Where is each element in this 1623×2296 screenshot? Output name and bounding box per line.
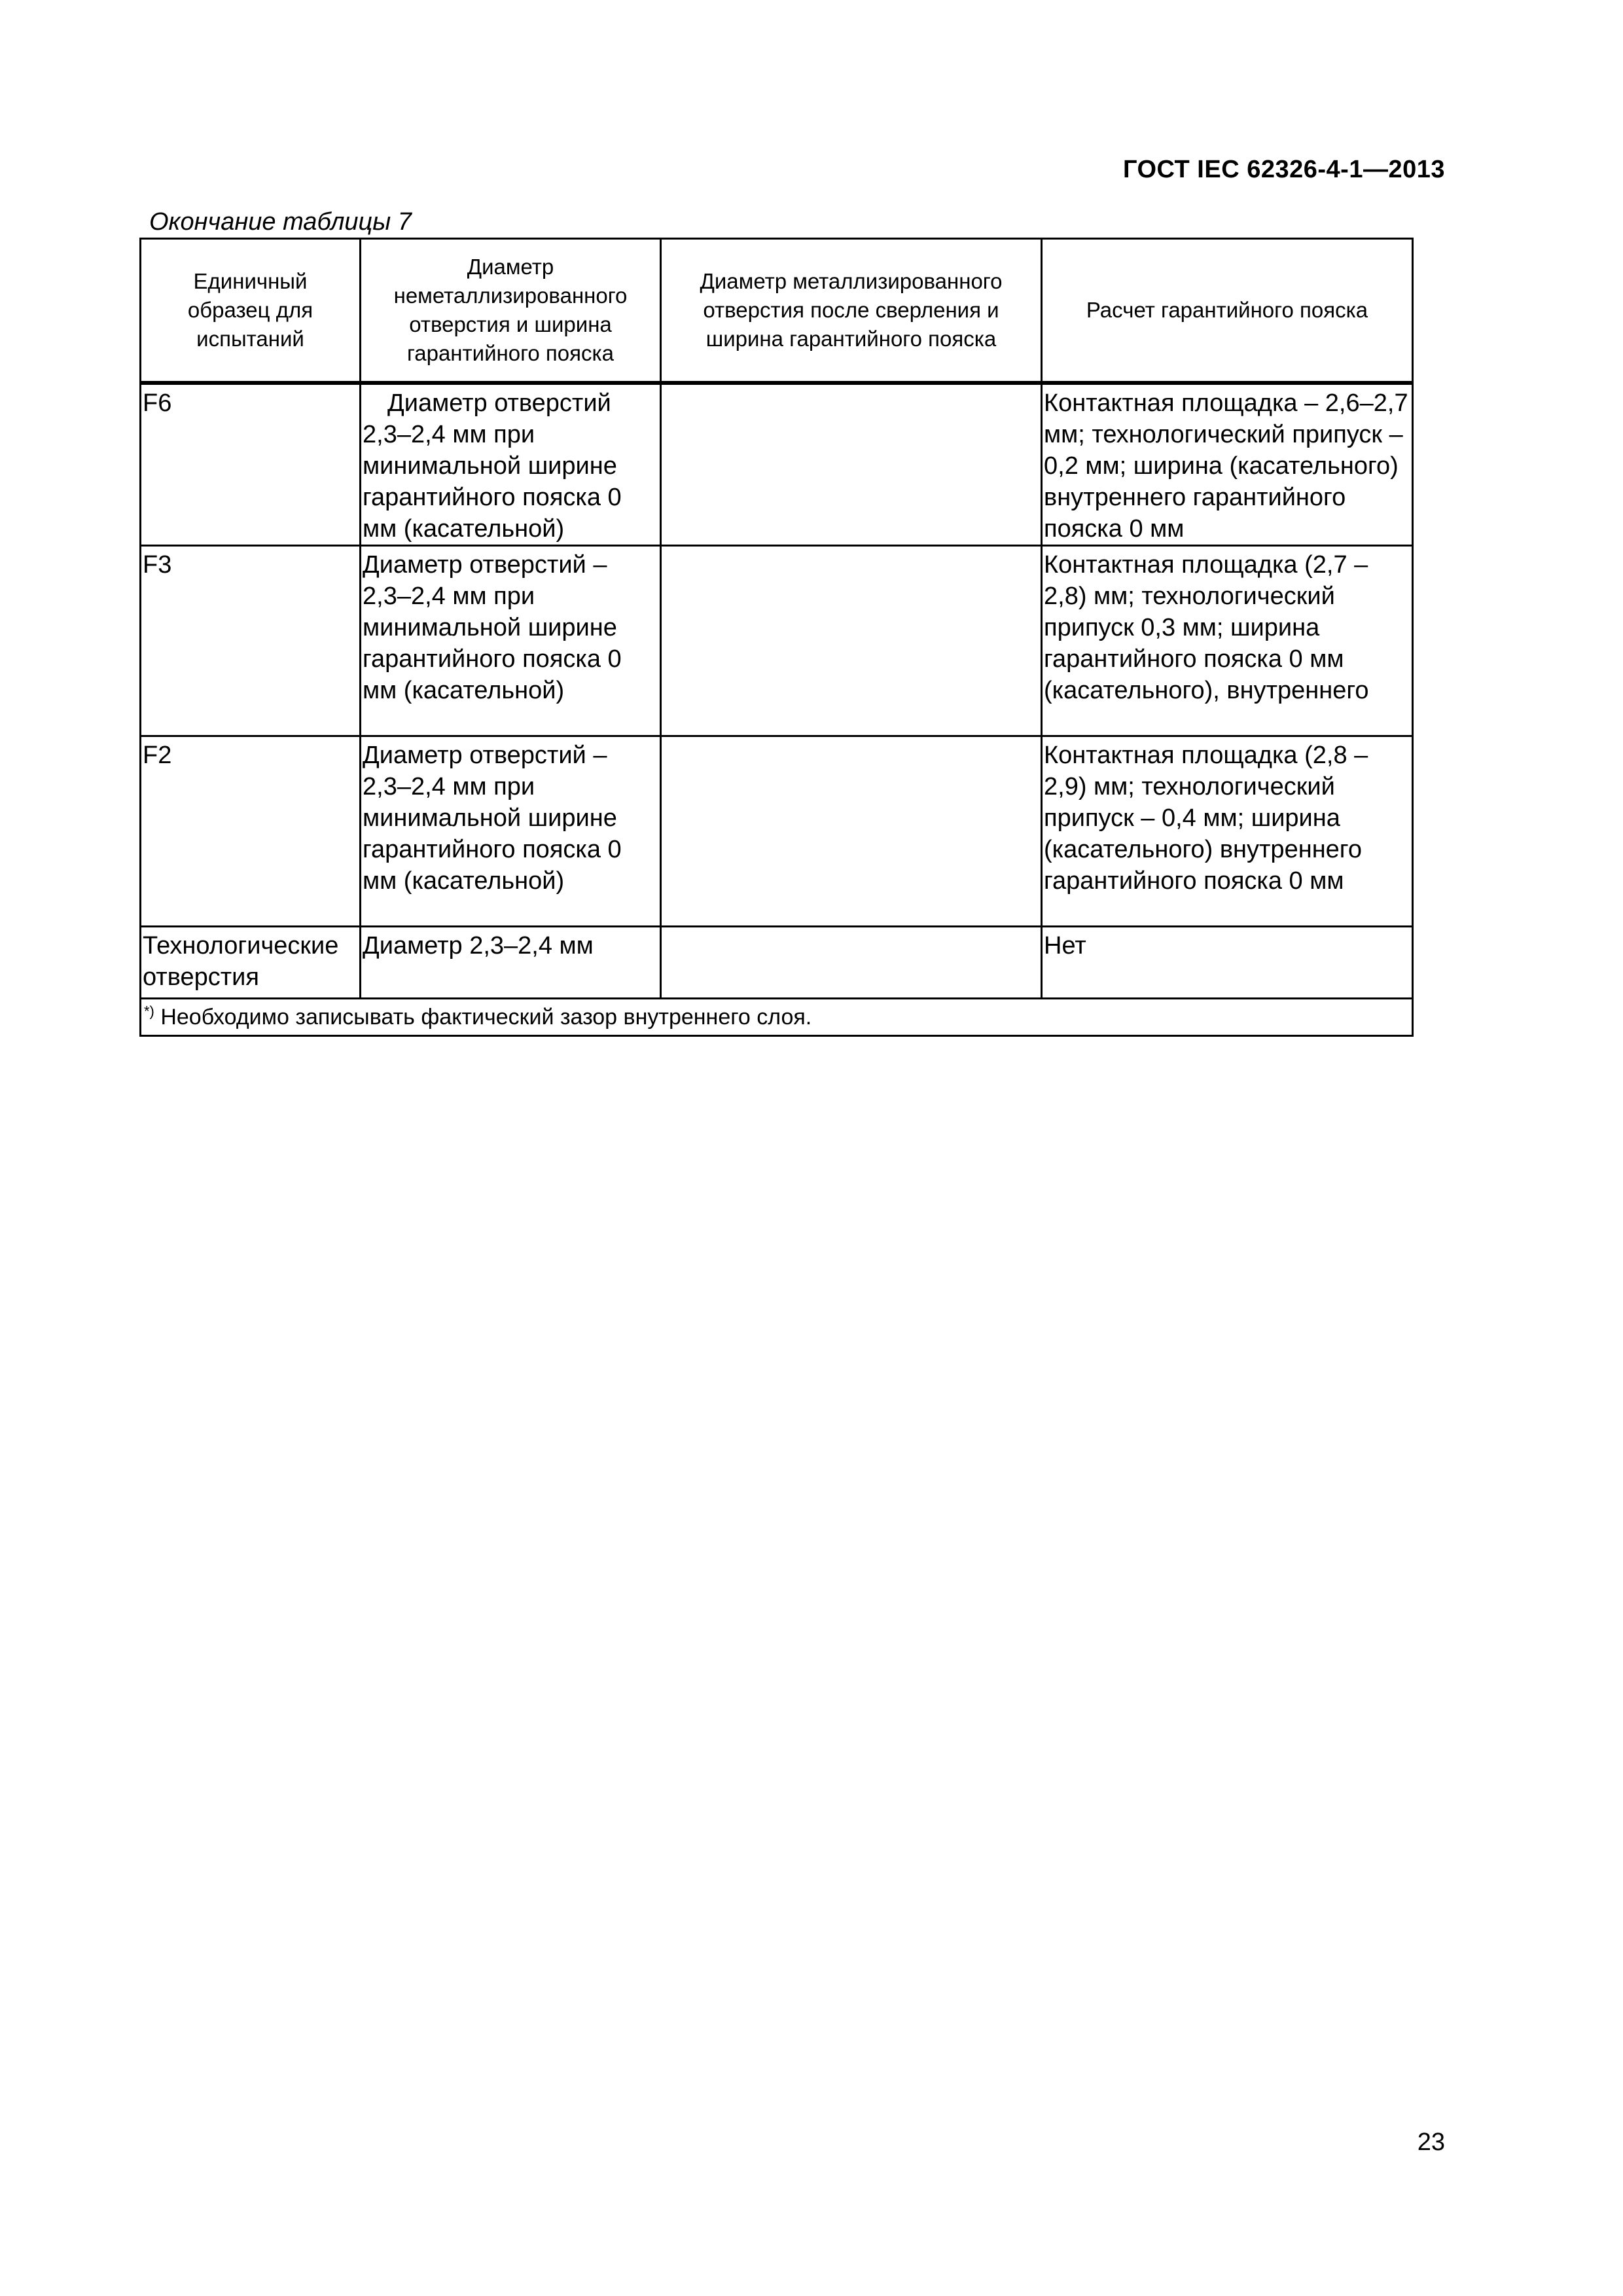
cell-plated xyxy=(661,546,1042,736)
footnote-mark: *) xyxy=(144,1003,154,1020)
cell-sample: F6 xyxy=(141,383,361,546)
table-row xyxy=(141,383,1413,546)
table-footnote-row xyxy=(141,999,1413,1036)
cell-calc: Контактная площадка (2,8 – 2,9) мм; технологический припуск – 0,4 мм; ширина (касательного) внутреннего гарантийного пояска 0 мм xyxy=(1042,736,1413,927)
page-number: 23 xyxy=(1417,2128,1445,2156)
cell-sample: Технологические отверстия xyxy=(141,927,361,999)
cell-nonplated: Диаметр отверстий – 2,3–2,4 мм при минимальной ширине гарантийного пояска 0 мм (касательной) xyxy=(361,736,661,927)
cell-sample: F2 xyxy=(141,736,361,927)
cell-nonplated: Диаметр отверстий 2,3–2,4 мм при минимальной ширине гарантийного пояска 0 мм (касательной) xyxy=(361,383,661,546)
cell-plated xyxy=(661,383,1042,546)
cell-calc: Контактная площадка (2,7 – 2,8) мм; технологический припуск 0,3 мм; ширина гарантийного пояска 0 мм (касательного), внутреннего xyxy=(1042,546,1413,736)
column-header-sample: Единичный образец для испытаний xyxy=(141,239,361,384)
cell-plated xyxy=(661,927,1042,999)
cell-calc: Нет xyxy=(1042,927,1413,999)
document-code: ГОСТ IEC 62326-4-1—2013 xyxy=(1122,156,1445,183)
spec-table xyxy=(139,238,1414,1037)
cell-nonplated: Диаметр 2,3–2,4 мм xyxy=(361,927,661,999)
table-row xyxy=(141,927,1413,999)
footnote-text: Необходимо записывать фактический зазор внутреннего слоя. xyxy=(160,1005,812,1030)
cell-nonplated: Диаметр отверстий – 2,3–2,4 мм при минимальной ширине гарантийного пояска 0 мм (касательной) xyxy=(361,546,661,736)
table-row xyxy=(141,736,1413,927)
table-caption: Окончание таблицы 7 xyxy=(149,208,412,236)
column-header-plated: Диаметр металлизированного отверстия после сверления и ширина гарантийного пояска xyxy=(661,239,1042,384)
table-header-row xyxy=(141,239,1413,384)
column-header-nonplated: Диаметр неметаллизированного отверстия и ширина гарантийного пояска xyxy=(361,239,661,384)
cell-sample: F3 xyxy=(141,546,361,736)
table-row xyxy=(141,546,1413,736)
table-footnote xyxy=(141,999,1413,1036)
cell-plated xyxy=(661,736,1042,927)
column-header-calc: Расчет гарантийного пояска xyxy=(1042,239,1413,384)
cell-calc: Контактная площадка – 2,6–2,7 мм; технологический припуск – 0,2 мм; ширина (касательного) внутреннего гарантийного пояска 0 мм xyxy=(1042,383,1413,546)
